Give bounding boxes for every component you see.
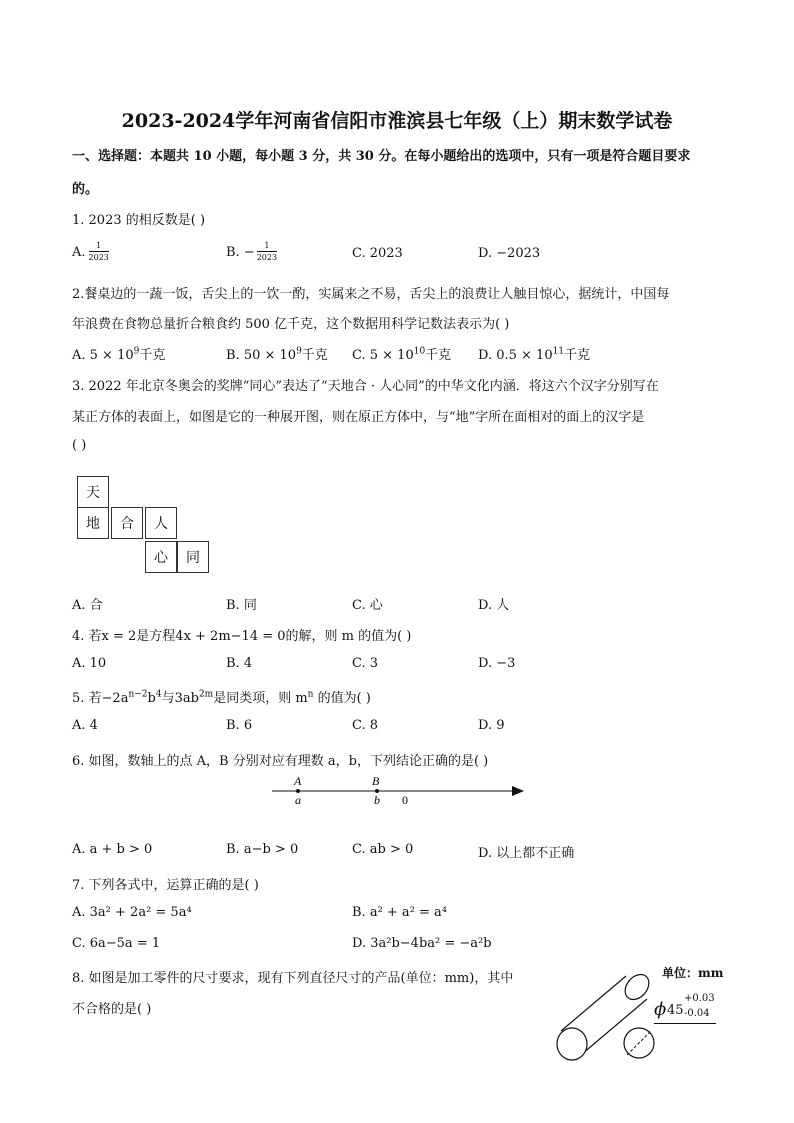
- q1-b-numerator: 1: [264, 241, 270, 250]
- diameter-symbol: ϕ: [654, 999, 667, 1020]
- value-b-label: b: [374, 793, 380, 807]
- q3-option-c: C. 心: [352, 598, 383, 613]
- q2-a-unit: 千克: [139, 348, 166, 363]
- q1-option-d: D. −2023: [478, 246, 541, 261]
- q4-option-c: C. 3: [352, 656, 379, 671]
- q7-stem: 7. 下列各式中，运算正确的是( ): [72, 878, 259, 893]
- net-cell-xin: 心: [145, 541, 177, 573]
- number-line-diagram: [268, 770, 528, 810]
- q5-option-c: C. 8: [352, 718, 379, 733]
- q2-option-d: [478, 344, 590, 363]
- q1-option-b: [226, 241, 277, 263]
- q1-stem: 1. 2023 的相反数是( ): [72, 213, 206, 228]
- q1-a-fraction: [89, 241, 109, 263]
- q6-option-d: D. 以上都不正确: [478, 846, 575, 861]
- q3-option-d: D. 人: [478, 598, 510, 613]
- section-heading-line1: 一、选择题：本题共 10 小题，每小题 3 分，共 30 分。在每小题给出的选项中，只有一项是符合题目要求: [72, 149, 691, 164]
- q3-line1: 3. 2022 年北京冬奥会的奖牌“同心”表达了“天地合 · 人心同”的中华文化内涵．将这六个汉字分别写在: [72, 379, 659, 394]
- q1-b-fraction: [257, 241, 277, 263]
- q6-option-a: A. a + b > 0: [72, 842, 153, 857]
- q1-a-numerator: 1: [96, 241, 102, 250]
- q2-option-a: [72, 344, 165, 363]
- q4-option-d: D. −3: [478, 656, 516, 671]
- q2-b-base: B. 50 × 10: [226, 348, 297, 363]
- tolerance-annotation: [654, 993, 720, 1025]
- cylinder-near-end: [557, 1028, 587, 1060]
- q3-line2: 某正方体的表面上，如图是它的一种展开图，则在原正方体中，与“地”字所在面相对的面上的汉字是: [72, 410, 645, 425]
- q3-line3: ( ): [72, 438, 87, 453]
- q4-option-a: A. 10: [72, 656, 107, 671]
- q3-option-b: B. 同: [226, 598, 257, 613]
- q5-sup1: n−2: [128, 689, 148, 700]
- q1-b-label: B. −: [226, 244, 255, 260]
- q5-stem: [72, 687, 371, 706]
- q8-line1: 8. 如图是加工零件的尺寸要求，现有下列直径尺寸的产品(单位：mm)，其中: [72, 971, 514, 986]
- q4-stem: 4. 若x = 2是方程4x + 2m−14 = 0的解，则 m 的值为( ): [72, 629, 412, 644]
- cylinder-top-edge: [561, 976, 626, 1031]
- lower-tolerance: -0.04: [684, 1008, 710, 1019]
- q5-sup3: 2m: [198, 689, 214, 700]
- upper-tolerance: +0.03: [684, 993, 715, 1004]
- q2-d-exp: 11: [552, 346, 565, 357]
- q6-option-c: C. ab > 0: [352, 842, 414, 857]
- q2-c-base: C. 5 × 10: [352, 348, 414, 363]
- q5-stem-end: 的值为( ): [313, 691, 371, 706]
- q6-option-b: B. a−b > 0: [226, 842, 299, 857]
- q1-option-c: C. 2023: [352, 246, 403, 261]
- net-cell-he: 合: [111, 507, 143, 539]
- cylinder-bottom-edge: [582, 999, 647, 1054]
- q7-option-c: C. 6a−5a = 1: [72, 936, 161, 951]
- q1-option-a: [72, 241, 109, 263]
- q2-d-base: D. 0.5 × 10: [478, 348, 553, 363]
- q2-b-exp: 9: [296, 346, 302, 357]
- q2-c-unit: 千克: [425, 348, 452, 363]
- q2-option-c: [352, 344, 451, 363]
- q2-a-base: A. 5 × 10: [72, 348, 134, 363]
- q8-line2: 不合格的是( ): [72, 1002, 152, 1017]
- q5-option-b: B. 6: [226, 718, 253, 733]
- q7-option-a: A. 3a² + 2a² = 5a⁴: [72, 905, 192, 920]
- q4-option-b: B. 4: [226, 656, 253, 671]
- net-cell-tian: 天: [77, 476, 109, 508]
- net-cell-tong: 同: [177, 541, 209, 573]
- q3-option-a: A. 合: [72, 598, 103, 613]
- cylinder-far-end: [620, 970, 653, 1004]
- q1-a-label: A.: [72, 244, 86, 260]
- q5-stem-mid1: b: [147, 691, 156, 706]
- q1-a-denominator: 2023: [88, 253, 109, 262]
- q7-option-d: D. 3a²b−4ba² = −a²b: [352, 936, 492, 951]
- net-cell-di: 地: [77, 507, 109, 539]
- q2-d-unit: 千克: [564, 348, 591, 363]
- origin-label: 0: [402, 793, 408, 807]
- page-title: 2023-2024学年河南省信阳市淮滨县七年级（上）期末数学试卷: [121, 110, 673, 132]
- q7-option-b: B. a² + a² = a⁴: [352, 905, 448, 920]
- point-b-label: B: [372, 774, 380, 788]
- q8-unit-label: 单位：mm: [662, 966, 724, 980]
- q5-option-d: D. 9: [478, 718, 505, 733]
- cross-section-diameter: [627, 1031, 651, 1055]
- q2-line2: 年浪费在食物总量折合粮食约 500 亿千克，这个数据用科学记数法表示为( ): [72, 317, 510, 332]
- q2-option-b: [226, 344, 328, 363]
- cylinder-part-diagram: [552, 968, 662, 1068]
- q2-a-exp: 9: [133, 346, 140, 357]
- q2-c-exp: 10: [413, 346, 426, 357]
- q6-stem: 6. 如图，数轴上的点 A，B 分别对应有理数 a，b，下列结论正确的是( ): [72, 754, 489, 769]
- point-a-label: A: [294, 774, 302, 788]
- tolerance-underline: [654, 1023, 716, 1024]
- value-a-label: a: [295, 793, 301, 807]
- q2-line1: 2.餐桌边的一蔬一饭，舌尖上的一饮一酌，实属来之不易，舌尖上的浪费让人触目惊心，据统计，中国每: [72, 287, 670, 302]
- q2-b-unit: 千克: [301, 348, 328, 363]
- q5-sup4: n: [307, 689, 314, 700]
- q1-b-denominator: 2023: [256, 253, 278, 262]
- q5-sup2: 4: [155, 689, 162, 700]
- q5-stem-pre: 5. 若−2a: [72, 691, 129, 706]
- number-line-arrow: [512, 786, 524, 796]
- q5-option-a: A. 4: [72, 718, 98, 733]
- nominal-diameter: 45: [667, 1003, 684, 1018]
- net-cell-ren: 人: [145, 507, 177, 539]
- q5-stem-post: 是同类项，则 m: [213, 691, 308, 706]
- q5-stem-mid2: 与3ab: [161, 691, 199, 706]
- section-heading-line2: 的。: [72, 182, 99, 197]
